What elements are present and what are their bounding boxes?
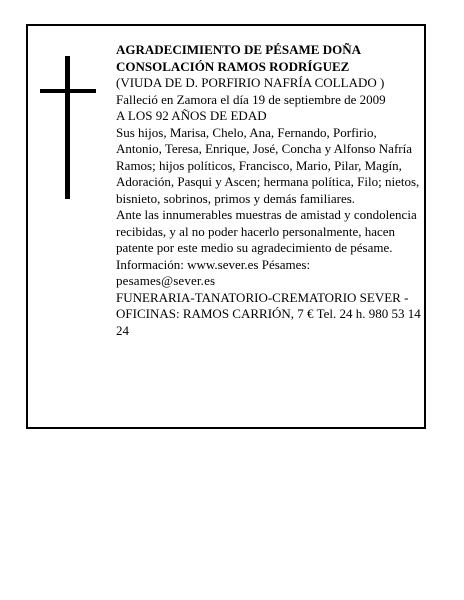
notice-text	[116, 42, 424, 339]
info-line2: pesames@sever.es	[116, 273, 216, 288]
info-line1: Información: www.sever.es Pésames:	[116, 256, 311, 272]
age-info: A LOS 92 AÑOS DE EDAD	[116, 108, 267, 123]
family-paragraph: Sus hijos, Marisa, Chelo, Ana, Fernando, Porfirio, Antonio, Teresa, Enrique, José, Concha y Alfonso Nafría Ramos; hijos políticos, Francisco, Mario, Pilar, Magín, Adoración, Pasqui y Ascen; hermana política, Filo; nietos, bisnieto, sobrinos, primos y demás familiares.	[116, 124, 420, 206]
notice-title-line2: CONSOLACIÓN RAMOS RODRÍGUEZ	[116, 58, 350, 74]
cross-vertical-bar	[65, 56, 70, 199]
obituary-notice	[26, 24, 426, 429]
funeral-home: FUNERARIA-TANATORIO-CREMATORIO SEVER - OFICINAS: RAMOS CARRIÓN, 7 € Tel. 24 h. 980 53 14 24	[116, 289, 421, 338]
cross-icon	[40, 56, 96, 199]
death-info: Falleció en Zamora el día 19 de septiembre de 2009	[116, 91, 386, 107]
cross-horizontal-bar	[40, 89, 96, 93]
notice-title-line1: AGRADECIMIENTO DE PÉSAME DOÑA	[116, 42, 361, 57]
thanks-paragraph: Ante las innumerables muestras de amistad y condolencia recibidas, y al no poder hacerlo personalmente, hacen patente por este medio su agradecimiento de pésame.	[116, 207, 417, 255]
widow-of: (VIUDA DE D. PORFIRIO NAFRÍA COLLADO )	[116, 75, 385, 90]
